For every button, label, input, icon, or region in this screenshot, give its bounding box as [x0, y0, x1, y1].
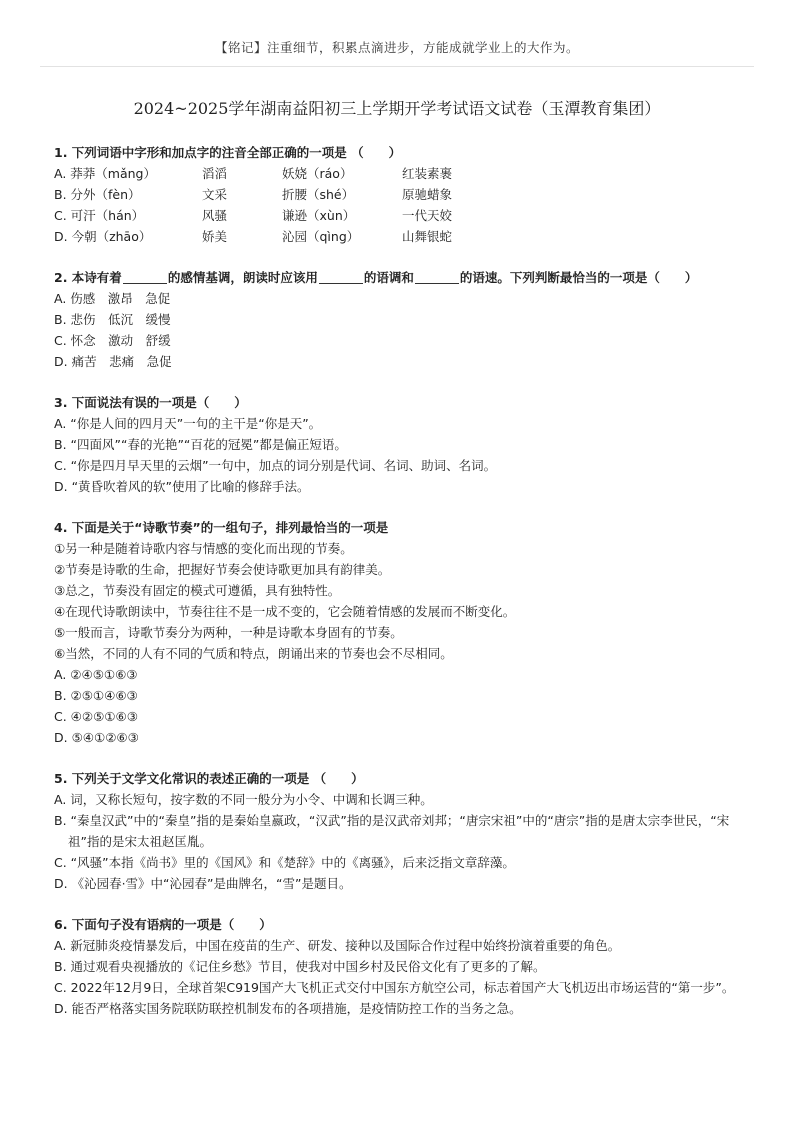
option-word: 原驰蜡象 — [402, 187, 453, 202]
question-5-option-a[interactable]: A. 词，又称长短句，按字数的不同一般分为小令、中调和长调三种。 — [54, 792, 433, 807]
question-1-option-c[interactable] — [54, 205, 744, 226]
option-word: 谦逊（xùn） — [282, 208, 356, 223]
option-word: 妖娆（ráo） — [282, 166, 353, 181]
question-3 — [54, 392, 744, 497]
option-word: 滔滔 — [202, 166, 228, 181]
fill-blank — [123, 269, 167, 284]
question-1-stem: 1. 下列词语中字形和加点字的注音全部正确的一项是 （ ） — [54, 145, 402, 160]
question-5-option-c[interactable]: C. “风骚”本指《尚书》里的《国风》和《楚辞》中的《离骚》，后来泛指文章辞藻。 — [54, 855, 515, 870]
option-word: B. 分外（fèn） — [54, 187, 141, 202]
question-1-option-a[interactable] — [54, 163, 744, 184]
question-6-option-a[interactable]: A. 新冠肺炎疫情暴发后，中国在疫苗的生产、研发、接种以及国际合作过程中始终扮演着重要的角色。 — [54, 938, 621, 953]
question-2-option-d[interactable]: D. 痛苦 悲痛 急促 — [54, 354, 172, 369]
question-6-stem: 6. 下面句子没有语病的一项是（ ） — [54, 917, 272, 932]
option-word: 风骚 — [202, 208, 228, 223]
question-3-option-d[interactable]: D. “黄昏吹着风的软”使用了比喻的修辞手法。 — [54, 479, 310, 494]
question-6-option-d[interactable]: D. 能否严格落实国务院联防联控机制发布的各项措施，是疫情防控工作的当务之急。 — [54, 1001, 522, 1016]
stem-part: 的语调和 — [363, 270, 414, 285]
question-2-option-a[interactable]: A. 伤感 激昂 急促 — [54, 291, 171, 306]
question-1 — [54, 142, 744, 247]
option-word: 沁园（qìng） — [282, 229, 360, 244]
question-6 — [54, 914, 744, 1019]
option-word: D. 今朝（zhāo） — [54, 229, 152, 244]
question-4-stem: 4. 下面是关于“诗歌节奏”的一组句子，排列最恰当的一项是 — [54, 520, 389, 535]
question-4 — [54, 517, 744, 748]
question-2 — [54, 267, 744, 372]
question-5 — [54, 768, 744, 894]
option-word: 娇美 — [202, 229, 228, 244]
header-divider — [40, 66, 754, 67]
question-3-option-c[interactable]: C. “你是四月早天里的云烟”一句中，加点的词分别是代词、名词、助词、名词。 — [54, 458, 497, 473]
question-5-stem: 5. 下列关于文学文化常识的表述正确的一项是 （ ） — [54, 771, 364, 786]
question-3-stem: 3. 下面说法有误的一项是（ ） — [54, 395, 247, 410]
exam-title: 2024~2025学年湖南益阳初三上学期开学考试语文试卷（玉潭教育集团） — [133, 99, 661, 118]
option-word: A. 莽莽（mǎng） — [54, 166, 156, 181]
sentence-6: ⑥当然，不同的人有不同的气质和特点，朗诵出来的节奏也会不尽相同。 — [54, 646, 453, 661]
motto-header: 【铭记】注重细节，积累点滴进步，方能成就学业上的大作为。 — [214, 40, 579, 55]
sentence-2: ②节奏是诗歌的生命，把握好节奏会使诗歌更加具有韵律美。 — [54, 562, 391, 577]
question-5-option-d[interactable]: D. 《沁园春·雪》中“沁园春”是曲牌名，“雪”是题目。 — [54, 876, 352, 891]
option-word: 折腰（shé） — [282, 187, 355, 202]
question-2-option-b[interactable]: B. 悲伤 低沉 缓慢 — [54, 312, 171, 327]
sentence-1: ①另一种是随着诗歌内容与情感的变化而出现的节奏。 — [54, 541, 353, 556]
option-word: 红装素裹 — [402, 166, 453, 181]
sentence-5: ⑤一般而言，诗歌节奏分为两种，一种是诗歌本身固有的节奏。 — [54, 625, 403, 640]
question-1-option-b[interactable] — [54, 184, 744, 205]
exam-content — [54, 142, 744, 1039]
question-4-option-a[interactable]: A. ②④⑤①⑥③ — [54, 667, 138, 682]
option-word: 文采 — [202, 187, 228, 202]
fill-blank — [415, 269, 459, 284]
question-4-option-b[interactable]: B. ②⑤①④⑥③ — [54, 688, 138, 703]
option-word: C. 可汗（hán） — [54, 208, 145, 223]
sentence-3: ③总之，节奏没有固定的模式可遵循，具有独特性。 — [54, 583, 341, 598]
question-6-option-c[interactable]: C. 2022年12月9日，全球首架C919国产大飞机正式交付中国东方航空公司，标志着国产大飞机迈出市场运营的“第一步”。 — [54, 980, 735, 995]
sentence-4: ④在现代诗歌朗读中，节奏往往不是一成不变的，它会随着情感的发展而不断变化。 — [54, 604, 516, 619]
question-1-option-d[interactable] — [54, 226, 744, 247]
stem-part: 的语速。下列判断最恰当的一项是（ ） — [459, 270, 698, 285]
question-3-option-a[interactable]: A. “你是人间的四月天”一句的主干是“你是天”。 — [54, 416, 322, 431]
fill-blank — [319, 269, 363, 284]
question-4-option-d[interactable]: D. ⑤④①②⑥③ — [54, 730, 139, 745]
option-word: 山舞银蛇 — [402, 229, 453, 244]
stem-part: 2. 本诗有着 — [54, 270, 122, 285]
question-5-option-b[interactable]: B. “秦皇汉武”中的“秦皇”指的是秦始皇嬴政，“汉武”指的是汉武帝刘邦；“唐宗宋祖”中的“唐宗”指的是唐太宗李世民，“宋祖”指的是宋太祖赵匡胤。 — [54, 813, 730, 849]
question-4-option-c[interactable]: C. ④②⑤①⑥③ — [54, 709, 138, 724]
question-3-option-b[interactable]: B. “四面风”“春的光艳”“百花的冠冕”都是偏正短语。 — [54, 437, 347, 452]
question-6-option-b[interactable]: B. 通过观看央视播放的《记住乡愁》节目，使我对中国乡村及民俗文化有了更多的了解。 — [54, 959, 546, 974]
question-2-stem — [54, 267, 744, 288]
option-word: 一代天姣 — [402, 208, 453, 223]
question-2-option-c[interactable]: C. 怀念 激动 舒缓 — [54, 333, 171, 348]
stem-part: 的感情基调，朗读时应该用 — [167, 270, 318, 285]
